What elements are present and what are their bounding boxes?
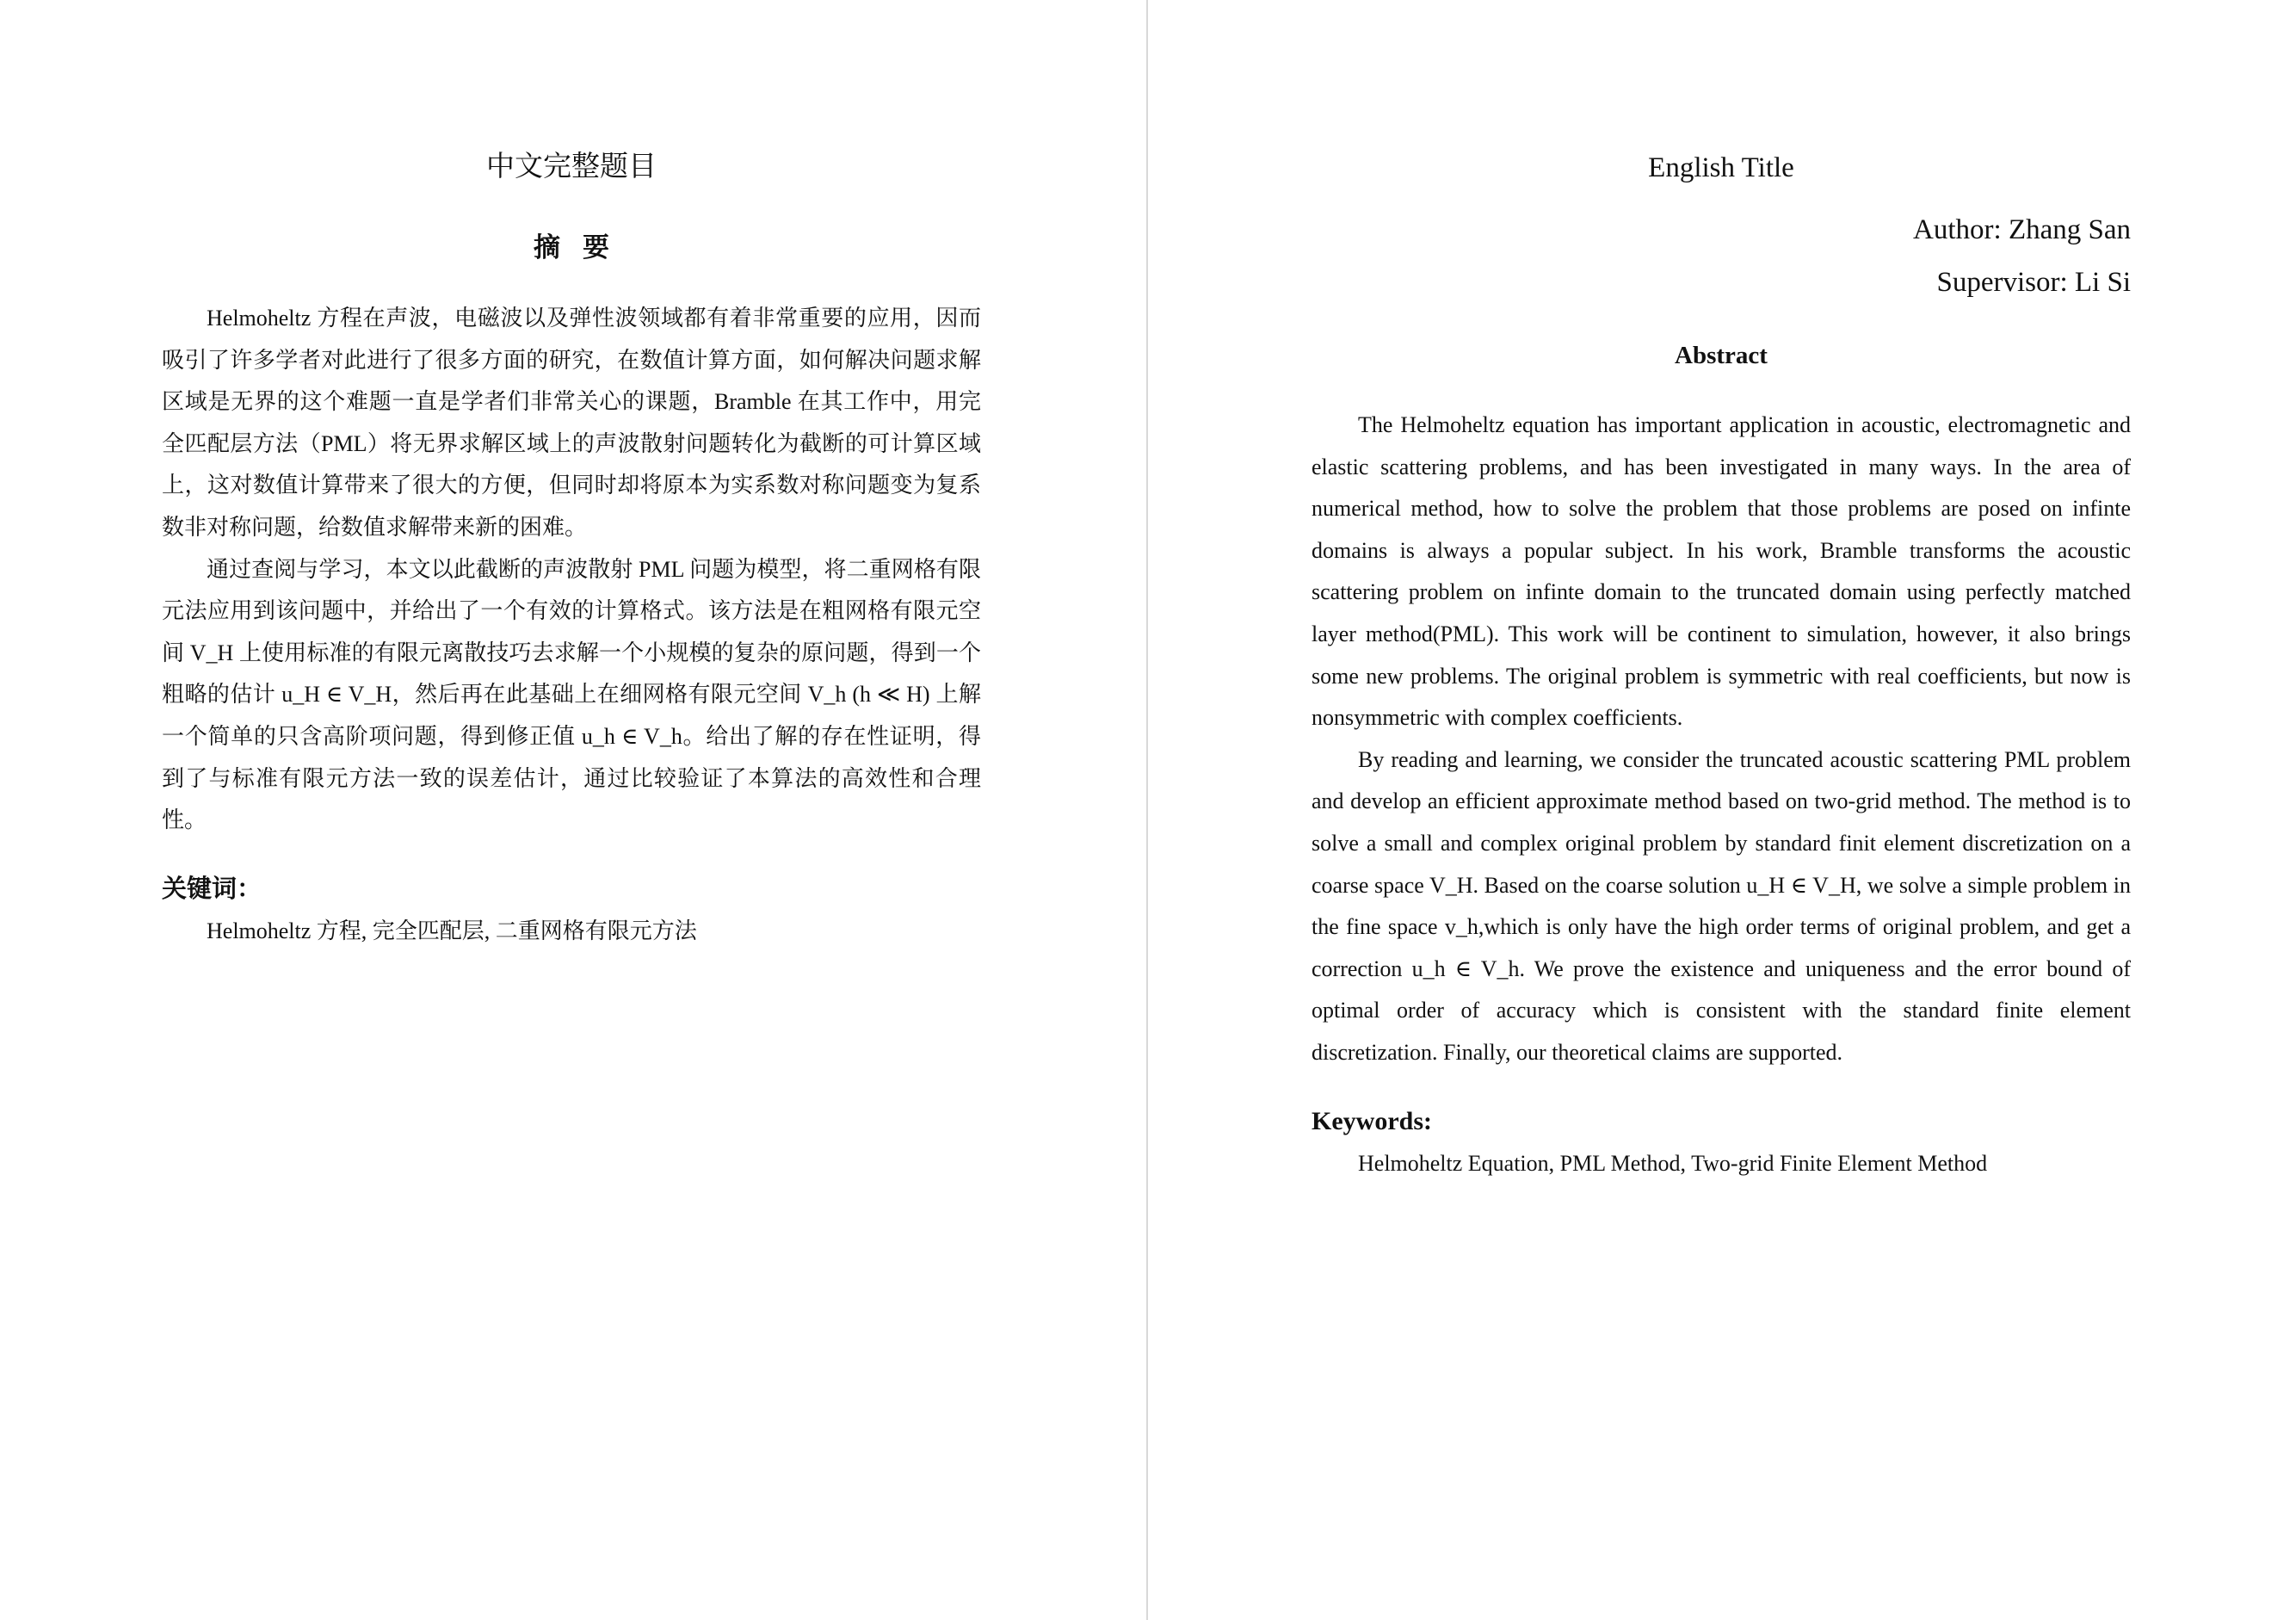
- author-line: Author: Zhang San: [1913, 214, 2131, 245]
- english-abstract-paragraph-2: By reading and learning, we consider the truncated acoustic scattering PML problem and develop an efficient approximate method based on two-grid method. The method is to solve a small and complex original problem by standard finit element discretization on a coarse space V_H. Based on the coarse solution u_H ∈ V_H, we solve a simple problem in the fine space v_h,which is only have the high order terms of original problem, and get a correction u_h ∈ V_h. We prove the existence and uniqueness and the error bound of optimal order of accuracy which is consistent with the standard finite element discretization. Finally, our theoretical claims are supported.: [1312, 746, 2131, 1065]
- chinese-abstract-page: [0, 0, 1146, 1620]
- english-keywords-heading: Keywords:: [1312, 1107, 1432, 1135]
- chinese-abstract-body: [162, 298, 981, 842]
- english-abstract-heading: Abstract: [1675, 342, 1768, 369]
- chinese-abstract-paragraph-1: Helmoheltz 方程在声波，电磁波以及弹性波领域都有着非常重要的应用，因而吸引了许多学者对此进行了很多方面的研究，在数值计算方面，如何解决问题求解区域是无界的这个难题一直是学者们非常关心的课题，Bramble 在其工作中，用完全匹配层方法（PML）将无界求解区域上的声波散射问题转化为截断的可计算区域上，这对数值计算带来了很大的方便，但同时却将原本为实系数对称问题变为复系数非对称问题，给数值求解带来新的困难。: [162, 306, 981, 540]
- chinese-abstract-paragraph-2: 通过查阅与学习，本文以此截断的声波散射 PML 问题为模型，将二重网格有限元法应用到该问题中，并给出了一个有效的计算格式。该方法是在粗网格有限元空间 V_H 上使用标准的有限元离散技巧去求解一个小规模的复杂的原问题，得到一个粗略的估计 u_H ∈ V_H，然后再在此基础上在细网格有限元空间 V_h (h ≪ H) 上解一个简单的只含高阶项问题，得到修正值 u_h ∈ V_h。给出了解的存在性证明，得到了与标准有限元方法一致的误差估计，通过比较验证了本算法的高效性和合理性。: [162, 556, 981, 833]
- chinese-title: 中文完整题目: [486, 151, 657, 182]
- chinese-abstract-heading: 摘要: [534, 232, 632, 263]
- english-keywords: Helmoheltz Equation, PML Method, Two-grid Finite Element Method: [1358, 1151, 1988, 1176]
- chinese-keywords-heading: 关键词：: [162, 875, 262, 903]
- chinese-keywords: Helmoheltz 方程, 完全匹配层, 二重网格有限元方法: [207, 918, 697, 943]
- english-abstract-paragraph-1: The Helmoheltz equation has important application in acoustic, electromagnetic and elastic scattering problems, and has been investigated in many ways. In the area of numerical method, how to solve the problem that those problems are posed on infinte domains is always a popular subject. In his work, Bramble transforms the acoustic scattering problem on infinte domain to the truncated domain using perfectly matched layer method(PML). This work will be continent to simulation, however, it also brings some new problems. The original problem is symmetric with real coefficients, but now is nonsymmetric with complex coefficients.: [1312, 412, 2131, 731]
- supervisor-line: Supervisor: Li Si: [1936, 267, 2131, 298]
- english-abstract-body: [1312, 405, 2131, 1074]
- english-abstract-page: [1148, 0, 2296, 1620]
- english-title: English Title: [1648, 152, 1794, 183]
